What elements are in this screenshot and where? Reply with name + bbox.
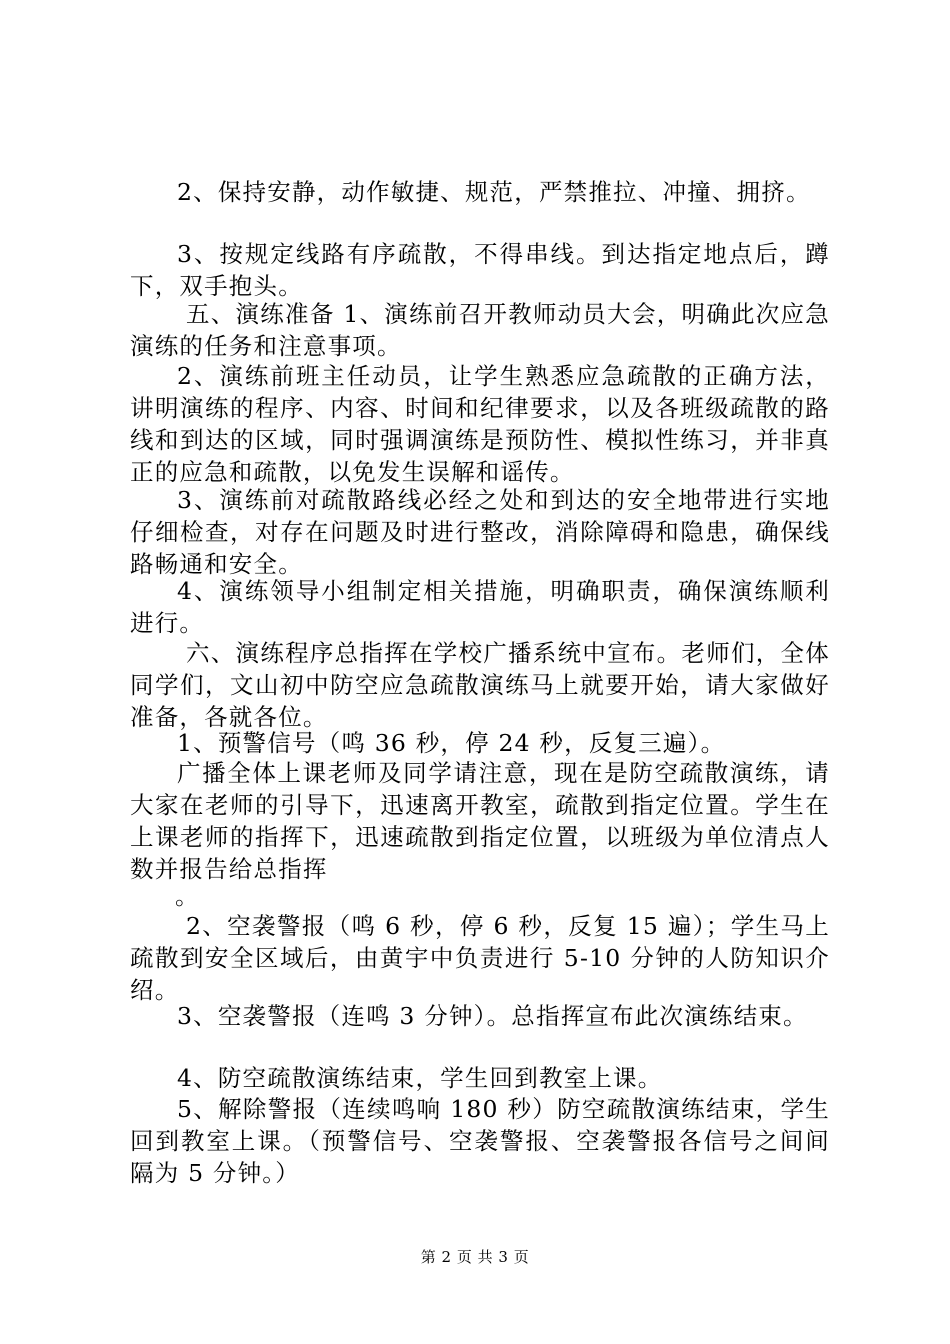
paragraph-4: 2、演练前班主任动员，让学生熟悉应急疏散的正确方法，讲明演练的程序、内容、时间和纪律要求，以及各班级疏散的路线和到达的区域，同时强调演练是预防性、模拟性练习，并非真正的应急和疏散，以免发生误解和谣传。 [130,362,830,486]
paragraph-2: 3、按规定线路有序疏散，不得串线。到达指定地点后，蹲下，双手抱头。 [130,240,830,300]
paragraph-9: 广播全体上课老师及同学请注意，现在是防空疏散演练，请大家在老师的引导下，迅速离开教室，疏散到指定位置。学生在上课老师的指挥下，迅速疏散到指定位置，以班级为单位清点人数并报告给总指挥 [130,759,830,883]
page-footer: 第 2 页 共 3 页 [420,1248,530,1266]
paragraph-10: 。 [175,882,199,910]
paragraph-3: 五、演练准备 1、演练前召开教师动员大会，明确此次应急演练的任务和注意事项。 [130,300,830,360]
paragraph-6: 4、演练领导小组制定相关措施，明确职责，确保演练顺利进行。 [130,577,830,637]
paragraph-13: 4、防空疏散演练结束，学生回到教室上课。 [177,1064,663,1092]
paragraph-14: 5、解除警报（连续鸣响 180 秒）防空疏散演练结束，学生回到教室上课。（预警信号、空袭警报、空袭警报各信号之间间隔为 5 分钟。） [130,1095,830,1187]
paragraph-5: 3、演练前对疏散路线必经之处和到达的安全地带进行实地仔细检查，对存在问题及时进行整改，消除障碍和隐患，确保线路畅通和安全。 [130,486,830,578]
paragraph-8: 1、预警信号（鸣 36 秒，停 24 秒，反复三遍）。 [177,729,726,757]
paragraph-1: 2、保持安静，动作敏捷、规范，严禁推拉、冲撞、拥挤。 [177,178,811,206]
paragraph-12: 3、空袭警报（连鸣 3 分钟）。总指挥宣布此次演练结束。 [177,1002,808,1030]
paragraph-11: 2、空袭警报（鸣 6 秒，停 6 秒，反复 15 遍）；学生马上疏散到安全区域后，由黄宇中负责进行 5-10 分钟的人防知识介绍。 [130,912,830,1004]
paragraph-7: 六、演练程序总指挥在学校广播系统中宣布。老师们，全体同学们，文山初中防空应急疏散演练马上就要开始，请大家做好准备，各就各位。 [130,639,830,731]
